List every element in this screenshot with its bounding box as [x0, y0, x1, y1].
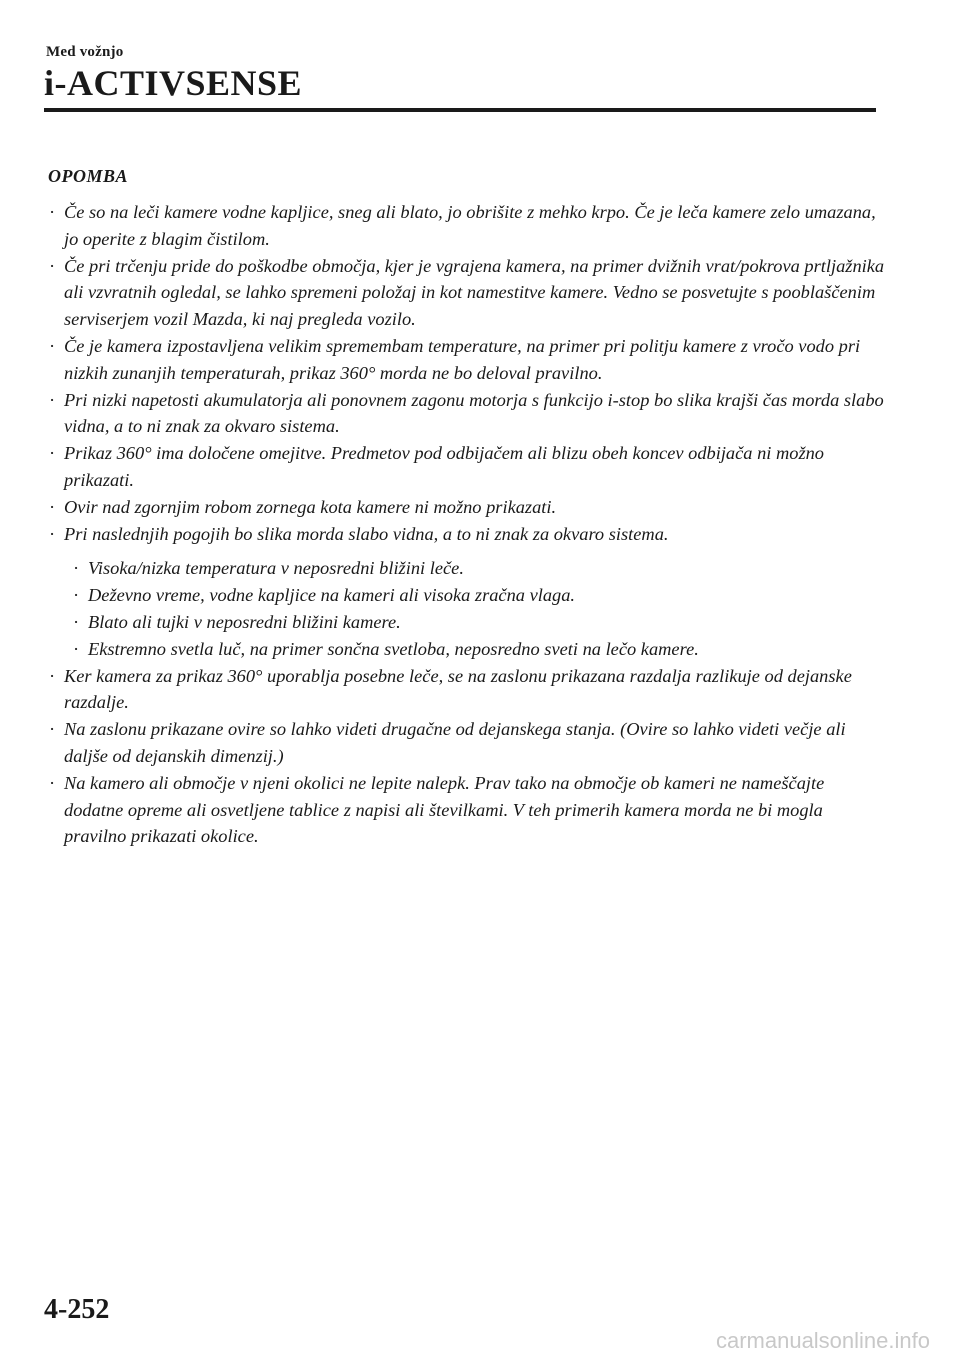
list-item-text: Na kamero ali območje v njeni okolici ne lepite nalepk. Prav tako na območje ob kameri ne nameščajte dodatne opreme ali osvetljene tablice z napisi ali številkami. V teh primerih kamera morda ne bi mogla pravilno prikazati okolice. [64, 772, 825, 847]
bullet-icon: · [49, 496, 56, 517]
list-item-text: Če so na leči kamere vodne kapljice, sneg ali blato, jo obrišite z mehko krpo. Če je leča kamere zelo umazana, jo operite z blagim čistilom. [64, 202, 876, 249]
list-item-text: Pri nizki napetosti akumulatorja ali ponovnem zagonu motorja s funkcijo i-stop bo slika krajši čas morda slabo vidna, a to ni znak za okvaro sistema. [64, 389, 884, 437]
list-item-text: Ovir nad zgornjim robom zornega kota kamere ni možno prikazati. [64, 496, 557, 517]
list-item-text: Pri naslednjih pogojih bo slika morda slabo vidna, a to ni znak za okvaro sistema. [64, 523, 669, 544]
list-item [46, 333, 886, 387]
list-item [46, 440, 886, 494]
page-number: 4-252 [44, 1294, 110, 1325]
page-title: i-ACTIVSENSE [44, 63, 303, 103]
list-item-text: Če pri trčenju pride do poškodbe območja, kjer je vgrajena kamera, na primer dvižnih vrat/pokrova prtljažnika ali vzvratnih ogledal, se lahko spremeni položaj in kot namestitve kamere. Vedno se posvetujte s pooblaščenim serviserjem vozil Mazda, ki naj pregleda vozilo. [64, 255, 885, 330]
bullet-icon: · [49, 389, 56, 410]
bullet-icon: · [49, 719, 56, 740]
bullet-icon: · [49, 523, 56, 544]
note-list [46, 199, 886, 850]
list-item [46, 253, 886, 333]
sub-list-item-text: Ekstremno svetla luč, na primer sončna svetloba, neposredno sveti na lečo kamere. [88, 638, 699, 659]
sub-list-item [64, 609, 886, 636]
list-item-text: Na zaslonu prikazane ovire so lahko videti drugačne od dejanskega stanja. (Ovire so lahko videti večje ali daljše od dejanskih dimenzij.) [64, 719, 846, 766]
watermark: carmanualsonline.info [715, 1328, 930, 1353]
bullet-icon: · [49, 665, 56, 686]
sub-list-item-text: Visoka/nizka temperatura v neposredni bližini leče. [88, 558, 464, 579]
sub-list-item-text: Blato ali tujki v neposredni bližini kamere. [88, 611, 401, 632]
bullet-icon: · [49, 335, 56, 356]
header-divider [44, 108, 876, 112]
bullet-icon: · [49, 255, 56, 276]
list-item-text: Ker kamera za prikaz 360° uporablja posebne leče, se na zaslonu prikazana razdalja razlikuje od dejanske razdalje. [64, 665, 852, 713]
sub-list-item [64, 582, 886, 609]
list-item [46, 494, 886, 521]
note-heading: OPOMBA [48, 166, 129, 186]
bullet-icon: · [73, 638, 80, 659]
bullet-icon: · [49, 772, 56, 793]
bullet-icon: · [49, 443, 56, 464]
list-item-text: Če je kamera izpostavljena velikim spremembam temperature, na primer pri politju kamere z vročo vodo pri nizkih zunanjih temperaturah, prikaz 360° morda ne bo deloval pravilno. [64, 335, 861, 383]
list-item-text: Prikaz 360° ima določene omejitve. Predmetov pod odbijačem ali blizu obeh koncev odbijača ni možno prikazati. [64, 443, 825, 490]
sub-list-item [64, 636, 886, 663]
bullet-icon: · [49, 202, 56, 222]
sub-list-item [64, 555, 886, 582]
bullet-icon: · [73, 585, 80, 606]
section-label: Med vožnjo [46, 44, 124, 60]
list-item [46, 199, 886, 253]
sub-list-item-text: Deževno vreme, vodne kapljice na kameri ali visoka zračna vlaga. [88, 585, 576, 606]
list-item [46, 387, 886, 441]
list-item [46, 521, 886, 663]
list-item [46, 716, 886, 770]
bullet-icon: · [73, 558, 80, 579]
list-item [46, 663, 886, 717]
bullet-icon: · [73, 611, 80, 632]
sub-list [64, 555, 886, 662]
list-item [46, 770, 886, 850]
